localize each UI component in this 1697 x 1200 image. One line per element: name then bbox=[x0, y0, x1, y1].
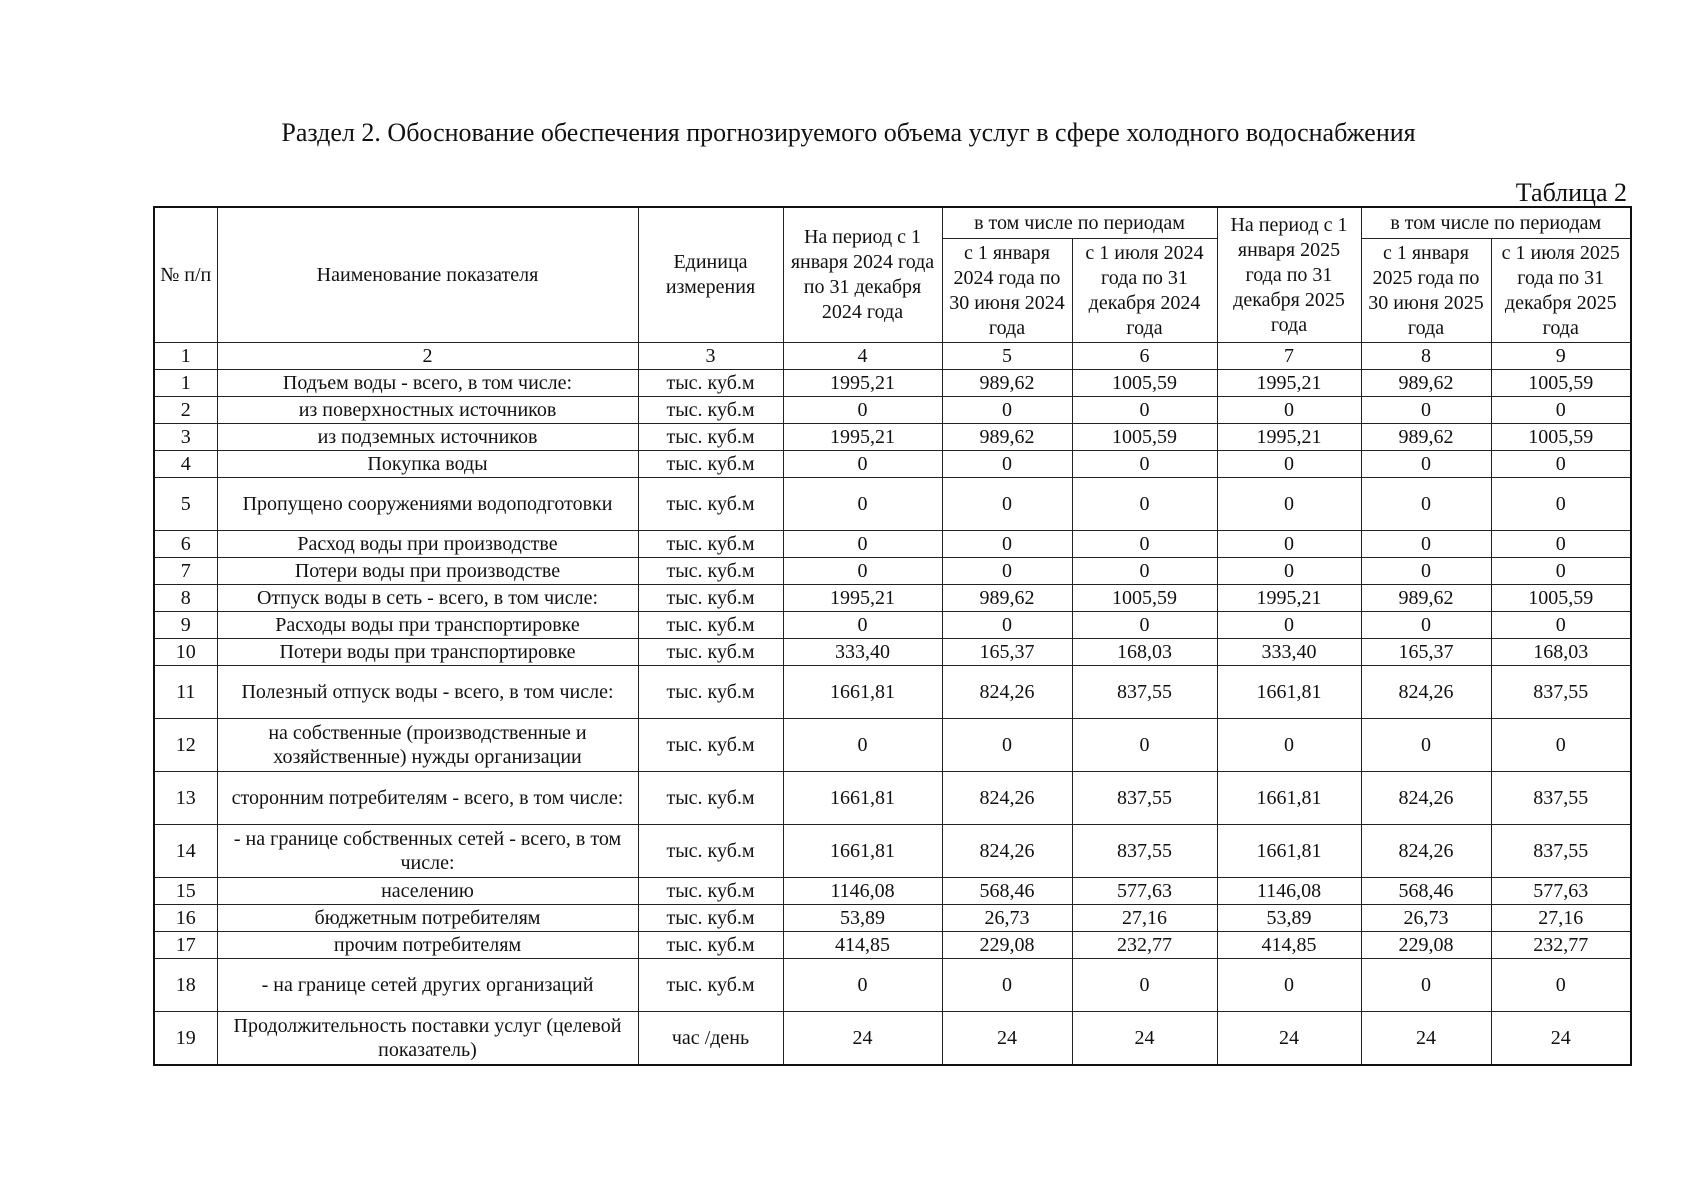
row-number: 19 bbox=[154, 1012, 217, 1066]
column-number: 3 bbox=[638, 343, 783, 370]
row-number: 11 bbox=[154, 666, 217, 719]
value-cell: 1995,21 bbox=[783, 370, 942, 397]
value-cell: 232,77 bbox=[1072, 932, 1217, 959]
row-number: 15 bbox=[154, 878, 217, 905]
value-cell: 989,62 bbox=[942, 585, 1072, 612]
value-cell: 0 bbox=[1491, 451, 1631, 478]
value-cell: 0 bbox=[1217, 612, 1361, 639]
value-cell: 989,62 bbox=[942, 424, 1072, 451]
column-number: 7 bbox=[1217, 343, 1361, 370]
table-row bbox=[154, 451, 1631, 478]
value-cell: 0 bbox=[1491, 719, 1631, 772]
value-cell: 0 bbox=[1361, 959, 1491, 1012]
value-cell: 0 bbox=[1361, 558, 1491, 585]
header-h1-2024: с 1 января 2024 года по 30 июня 2024 года bbox=[942, 239, 1072, 343]
value-cell: 0 bbox=[1217, 959, 1361, 1012]
table-row bbox=[154, 878, 1631, 905]
value-cell: 989,62 bbox=[942, 370, 1072, 397]
value-cell: 24 bbox=[1361, 1012, 1491, 1066]
header-period-2025: На период с 1 января 2025 года по 31 декабря 2025 года bbox=[1217, 207, 1361, 343]
value-cell: 1005,59 bbox=[1072, 370, 1217, 397]
row-number: 9 bbox=[154, 612, 217, 639]
table-row bbox=[154, 666, 1631, 719]
indicator-name: Потери воды при производстве bbox=[217, 558, 638, 585]
value-cell: 1995,21 bbox=[783, 585, 942, 612]
value-cell: 837,55 bbox=[1491, 825, 1631, 878]
column-number: 6 bbox=[1072, 343, 1217, 370]
value-cell: 27,16 bbox=[1491, 905, 1631, 932]
header-name: Наименование показателя bbox=[217, 207, 638, 343]
unit-cell: тыс. куб.м bbox=[638, 878, 783, 905]
unit-cell: тыс. куб.м bbox=[638, 932, 783, 959]
value-cell: 27,16 bbox=[1072, 905, 1217, 932]
unit-cell: тыс. куб.м bbox=[638, 639, 783, 666]
value-cell: 837,55 bbox=[1491, 666, 1631, 719]
value-cell: 1995,21 bbox=[783, 424, 942, 451]
table-row bbox=[154, 478, 1631, 531]
indicator-name: Расходы воды при транспортировке bbox=[217, 612, 638, 639]
table-row bbox=[154, 585, 1631, 612]
value-cell: 0 bbox=[942, 558, 1072, 585]
value-cell: 837,55 bbox=[1072, 666, 1217, 719]
value-cell: 0 bbox=[942, 397, 1072, 424]
header-period-2024: На период с 1 января 2024 года по 31 декабря 2024 года bbox=[783, 207, 942, 343]
value-cell: 1005,59 bbox=[1072, 585, 1217, 612]
table-row bbox=[154, 531, 1631, 558]
value-cell: 1005,59 bbox=[1072, 424, 1217, 451]
header-sub-2024: в том числе по периодам bbox=[942, 207, 1217, 239]
value-cell: 229,08 bbox=[942, 932, 1072, 959]
value-cell: 0 bbox=[783, 612, 942, 639]
column-number: 1 bbox=[154, 343, 217, 370]
indicator-name: Пропущено сооружениями водоподготовки bbox=[217, 478, 638, 531]
table-row bbox=[154, 719, 1631, 772]
table-row bbox=[154, 825, 1631, 878]
value-cell: 1995,21 bbox=[1217, 585, 1361, 612]
indicator-name: из подземных источников bbox=[217, 424, 638, 451]
value-cell: 0 bbox=[1361, 719, 1491, 772]
value-cell: 1005,59 bbox=[1491, 585, 1631, 612]
header-sub-2025: в том числе по периодам bbox=[1361, 207, 1631, 239]
unit-cell: тыс. куб.м bbox=[638, 424, 783, 451]
value-cell: 1661,81 bbox=[783, 772, 942, 825]
value-cell: 333,40 bbox=[783, 639, 942, 666]
value-cell: 0 bbox=[783, 451, 942, 478]
header-unit: Единица измерения bbox=[638, 207, 783, 343]
value-cell: 0 bbox=[1072, 478, 1217, 531]
row-number: 2 bbox=[154, 397, 217, 424]
value-cell: 0 bbox=[783, 959, 942, 1012]
row-number: 14 bbox=[154, 825, 217, 878]
value-cell: 0 bbox=[1072, 612, 1217, 639]
value-cell: 53,89 bbox=[1217, 905, 1361, 932]
row-number: 6 bbox=[154, 531, 217, 558]
table-row bbox=[154, 772, 1631, 825]
value-cell: 0 bbox=[1491, 397, 1631, 424]
indicator-name: Продолжительность поставки услуг (целевой показатель) bbox=[217, 1012, 638, 1066]
value-cell: 1661,81 bbox=[1217, 772, 1361, 825]
water-supply-table bbox=[153, 206, 1632, 1066]
header-h1-2025: с 1 января 2025 года по 30 июня 2025 года bbox=[1361, 239, 1491, 343]
value-cell: 333,40 bbox=[1217, 639, 1361, 666]
indicator-name: населению bbox=[217, 878, 638, 905]
indicator-name: Подъем воды - всего, в том числе: bbox=[217, 370, 638, 397]
value-cell: 1005,59 bbox=[1491, 424, 1631, 451]
value-cell: 0 bbox=[942, 531, 1072, 558]
column-number: 4 bbox=[783, 343, 942, 370]
value-cell: 26,73 bbox=[1361, 905, 1491, 932]
value-cell: 0 bbox=[1072, 959, 1217, 1012]
column-number: 9 bbox=[1491, 343, 1631, 370]
column-number: 2 bbox=[217, 343, 638, 370]
value-cell: 837,55 bbox=[1072, 825, 1217, 878]
value-cell: 0 bbox=[783, 558, 942, 585]
row-number: 10 bbox=[154, 639, 217, 666]
value-cell: 0 bbox=[1217, 719, 1361, 772]
value-cell: 0 bbox=[1361, 451, 1491, 478]
indicator-name: бюджетным потребителям bbox=[217, 905, 638, 932]
value-cell: 165,37 bbox=[1361, 639, 1491, 666]
unit-cell: тыс. куб.м bbox=[638, 370, 783, 397]
value-cell: 0 bbox=[1072, 719, 1217, 772]
header-row bbox=[154, 207, 1631, 239]
value-cell: 0 bbox=[1217, 451, 1361, 478]
value-cell: 165,37 bbox=[942, 639, 1072, 666]
indicator-name: на собственные (производственные и хозяйственные) нужды организации bbox=[217, 719, 638, 772]
value-cell: 0 bbox=[1217, 531, 1361, 558]
value-cell: 53,89 bbox=[783, 905, 942, 932]
value-cell: 577,63 bbox=[1072, 878, 1217, 905]
table-body bbox=[154, 343, 1631, 1066]
table-row bbox=[154, 1012, 1631, 1066]
row-number: 7 bbox=[154, 558, 217, 585]
unit-cell: тыс. куб.м bbox=[638, 612, 783, 639]
value-cell: 0 bbox=[1361, 612, 1491, 639]
table-row bbox=[154, 932, 1631, 959]
value-cell: 24 bbox=[1072, 1012, 1217, 1066]
value-cell: 0 bbox=[1217, 478, 1361, 531]
row-number: 8 bbox=[154, 585, 217, 612]
value-cell: 0 bbox=[1491, 531, 1631, 558]
value-cell: 0 bbox=[783, 478, 942, 531]
unit-cell: тыс. куб.м bbox=[638, 558, 783, 585]
indicator-name: Покупка воды bbox=[217, 451, 638, 478]
page-title: Раздел 2. Обоснование обеспечения прогнозируемого объема услуг в сфере холодного водоснабжения bbox=[281, 118, 1416, 147]
value-cell: 168,03 bbox=[1491, 639, 1631, 666]
value-cell: 414,85 bbox=[1217, 932, 1361, 959]
value-cell: 1661,81 bbox=[1217, 666, 1361, 719]
unit-cell: тыс. куб.м bbox=[638, 478, 783, 531]
table-row bbox=[154, 612, 1631, 639]
value-cell: 837,55 bbox=[1072, 772, 1217, 825]
value-cell: 24 bbox=[1491, 1012, 1631, 1066]
table-row bbox=[154, 959, 1631, 1012]
header-h2-2025: с 1 июля 2025 года по 31 декабря 2025 года bbox=[1491, 239, 1631, 343]
value-cell: 1005,59 bbox=[1491, 370, 1631, 397]
unit-cell: тыс. куб.м bbox=[638, 666, 783, 719]
value-cell: 568,46 bbox=[1361, 878, 1491, 905]
value-cell: 26,73 bbox=[942, 905, 1072, 932]
indicator-name: прочим потребителям bbox=[217, 932, 638, 959]
header-h2-2024: с 1 июля 2024 года по 31 декабря 2024 года bbox=[1072, 239, 1217, 343]
table-row bbox=[154, 558, 1631, 585]
row-number: 4 bbox=[154, 451, 217, 478]
value-cell: 24 bbox=[783, 1012, 942, 1066]
value-cell: 0 bbox=[783, 531, 942, 558]
table-row bbox=[154, 370, 1631, 397]
value-cell: 0 bbox=[1361, 531, 1491, 558]
unit-cell: тыс. куб.м bbox=[638, 531, 783, 558]
value-cell: 824,26 bbox=[942, 666, 1072, 719]
value-cell: 1146,08 bbox=[1217, 878, 1361, 905]
value-cell: 0 bbox=[942, 959, 1072, 1012]
indicator-name: из поверхностных источников bbox=[217, 397, 638, 424]
value-cell: 824,26 bbox=[1361, 825, 1491, 878]
table-row bbox=[154, 639, 1631, 666]
value-cell: 1661,81 bbox=[1217, 825, 1361, 878]
unit-cell: час /день bbox=[638, 1012, 783, 1066]
value-cell: 824,26 bbox=[942, 772, 1072, 825]
value-cell: 824,26 bbox=[1361, 666, 1491, 719]
value-cell: 0 bbox=[1072, 531, 1217, 558]
value-cell: 0 bbox=[1491, 558, 1631, 585]
value-cell: 168,03 bbox=[1072, 639, 1217, 666]
value-cell: 1661,81 bbox=[783, 825, 942, 878]
value-cell: 989,62 bbox=[1361, 370, 1491, 397]
unit-cell: тыс. куб.м bbox=[638, 772, 783, 825]
value-cell: 24 bbox=[942, 1012, 1072, 1066]
value-cell: 0 bbox=[942, 451, 1072, 478]
value-cell: 989,62 bbox=[1361, 585, 1491, 612]
row-number: 1 bbox=[154, 370, 217, 397]
value-cell: 1146,08 bbox=[783, 878, 942, 905]
value-cell: 824,26 bbox=[1361, 772, 1491, 825]
value-cell: 0 bbox=[1072, 558, 1217, 585]
value-cell: 0 bbox=[1491, 612, 1631, 639]
column-number: 5 bbox=[942, 343, 1072, 370]
value-cell: 568,46 bbox=[942, 878, 1072, 905]
indicator-name: Потери воды при транспортировке bbox=[217, 639, 638, 666]
value-cell: 1995,21 bbox=[1217, 370, 1361, 397]
indicator-name: Отпуск воды в сеть - всего, в том числе: bbox=[217, 585, 638, 612]
value-cell: 989,62 bbox=[1361, 424, 1491, 451]
indicator-name: Полезный отпуск воды - всего, в том числе: bbox=[217, 666, 638, 719]
unit-cell: тыс. куб.м bbox=[638, 397, 783, 424]
indicator-name: - на границе собственных сетей - всего, в том числе: bbox=[217, 825, 638, 878]
value-cell: 232,77 bbox=[1491, 932, 1631, 959]
unit-cell: тыс. куб.м bbox=[638, 825, 783, 878]
header-num: № п/п bbox=[154, 207, 217, 343]
row-number: 17 bbox=[154, 932, 217, 959]
value-cell: 0 bbox=[1491, 478, 1631, 531]
table-row bbox=[154, 397, 1631, 424]
column-number-row bbox=[154, 343, 1631, 370]
indicator-name: - на границе сетей других организаций bbox=[217, 959, 638, 1012]
value-cell: 0 bbox=[783, 719, 942, 772]
table-row bbox=[154, 424, 1631, 451]
value-cell: 837,55 bbox=[1491, 772, 1631, 825]
value-cell: 0 bbox=[1361, 397, 1491, 424]
value-cell: 0 bbox=[1072, 451, 1217, 478]
value-cell: 1661,81 bbox=[783, 666, 942, 719]
row-number: 3 bbox=[154, 424, 217, 451]
value-cell: 0 bbox=[1217, 558, 1361, 585]
unit-cell: тыс. куб.м bbox=[638, 959, 783, 1012]
row-number: 16 bbox=[154, 905, 217, 932]
value-cell: 0 bbox=[783, 397, 942, 424]
value-cell: 0 bbox=[942, 478, 1072, 531]
value-cell: 1995,21 bbox=[1217, 424, 1361, 451]
value-cell: 0 bbox=[1491, 959, 1631, 1012]
value-cell: 24 bbox=[1217, 1012, 1361, 1066]
indicator-name: сторонним потребителям - всего, в том числе: bbox=[217, 772, 638, 825]
value-cell: 0 bbox=[942, 719, 1072, 772]
unit-cell: тыс. куб.м bbox=[638, 451, 783, 478]
row-number: 12 bbox=[154, 719, 217, 772]
table-row bbox=[154, 905, 1631, 932]
row-number: 5 bbox=[154, 478, 217, 531]
value-cell: 0 bbox=[1361, 478, 1491, 531]
value-cell: 414,85 bbox=[783, 932, 942, 959]
table-caption: Таблица 2 bbox=[1515, 178, 1627, 207]
unit-cell: тыс. куб.м bbox=[638, 585, 783, 612]
column-number: 8 bbox=[1361, 343, 1491, 370]
unit-cell: тыс. куб.м bbox=[638, 719, 783, 772]
value-cell: 577,63 bbox=[1491, 878, 1631, 905]
value-cell: 0 bbox=[1072, 397, 1217, 424]
row-number: 18 bbox=[154, 959, 217, 1012]
row-number: 13 bbox=[154, 772, 217, 825]
value-cell: 0 bbox=[942, 612, 1072, 639]
value-cell: 824,26 bbox=[942, 825, 1072, 878]
value-cell: 0 bbox=[1217, 397, 1361, 424]
unit-cell: тыс. куб.м bbox=[638, 905, 783, 932]
indicator-name: Расход воды при производстве bbox=[217, 531, 638, 558]
value-cell: 229,08 bbox=[1361, 932, 1491, 959]
